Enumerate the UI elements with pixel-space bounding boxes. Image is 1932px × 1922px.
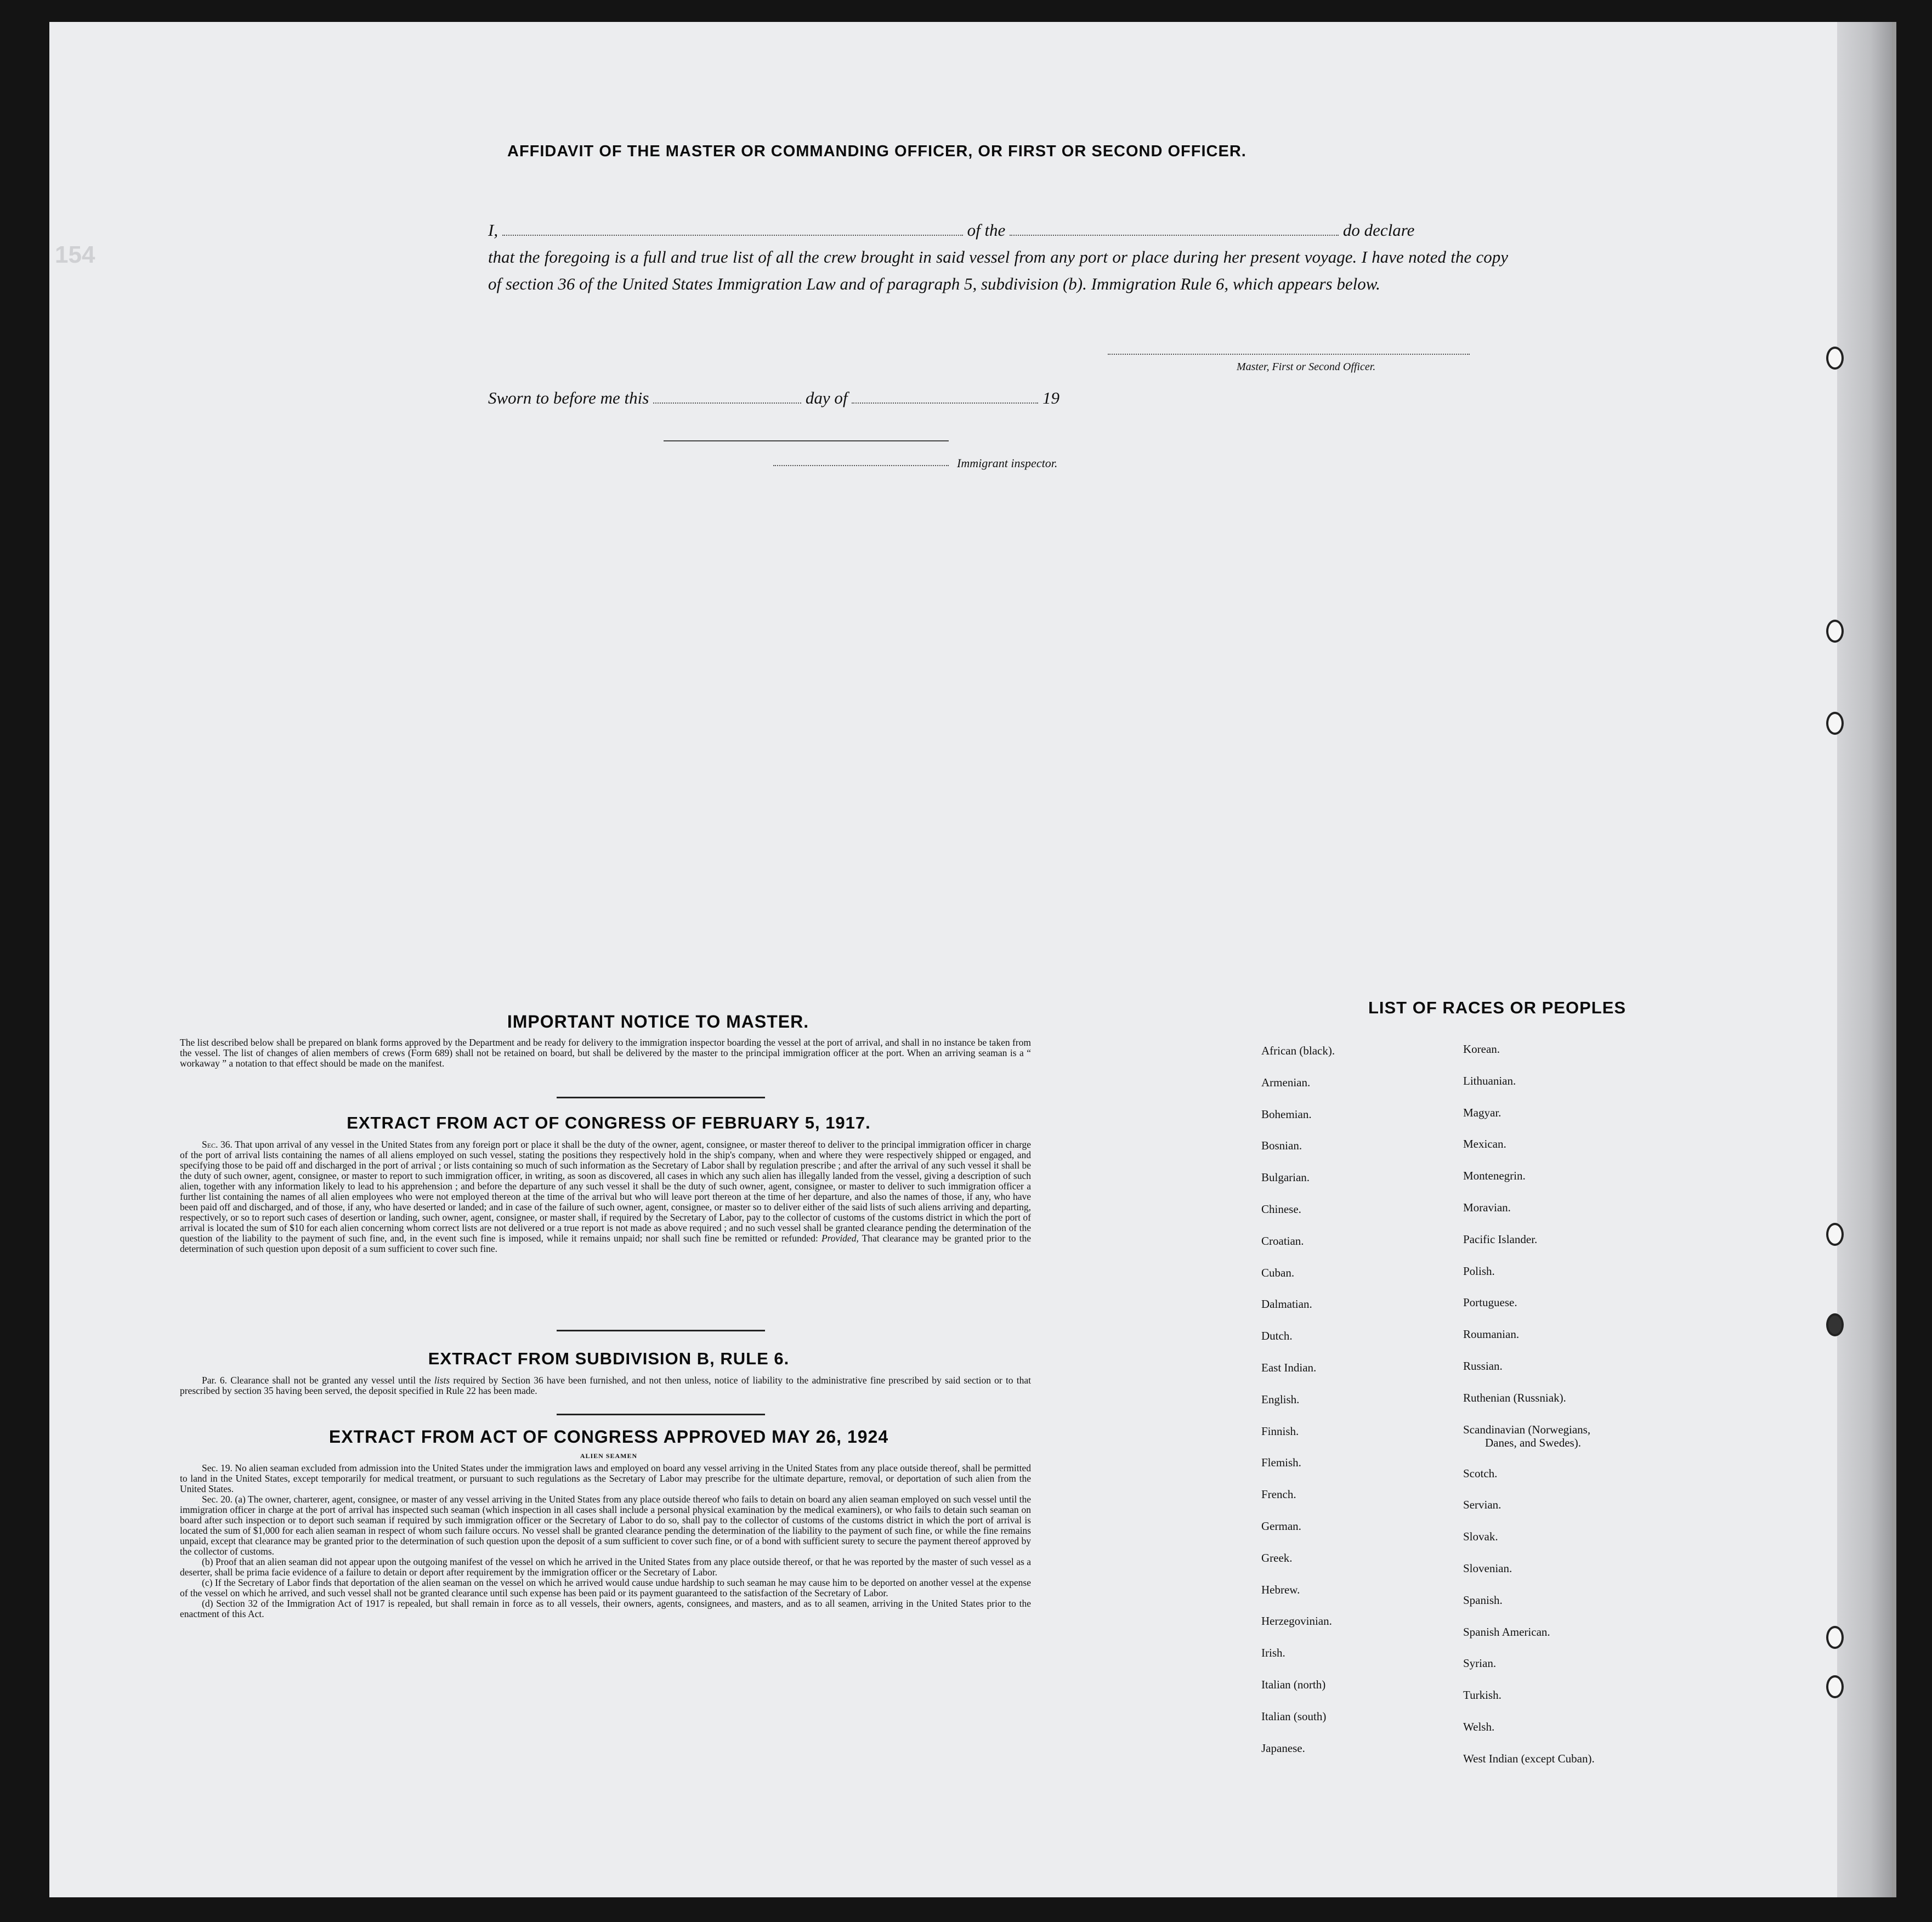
race-item: German. (1261, 1519, 1301, 1533)
inspector-name-line[interactable] (773, 465, 949, 466)
race-item: Flemish. (1261, 1456, 1301, 1470)
race-item: Lithuanian. (1463, 1074, 1516, 1087)
inspector-signature-line[interactable] (664, 440, 949, 441)
sec-36-label: Sec. 36. (202, 1139, 233, 1150)
race-item: Cuban. (1261, 1266, 1295, 1279)
extract-1924-title: EXTRACT FROM ACT OF CONGRESS APPROVED MAY 26, 1924 (328, 1427, 889, 1447)
sworn-prefix-label: Sworn to before me this (488, 388, 649, 407)
race-item: Dutch. (1261, 1329, 1293, 1343)
affidavit-i-label: I, (488, 220, 498, 240)
divider-rule (557, 1330, 765, 1331)
race-item: Bosnian. (1261, 1139, 1302, 1153)
master-name-field[interactable] (502, 235, 963, 236)
par-6-label: Par. 6. (202, 1375, 228, 1386)
race-item: Armenian. (1261, 1075, 1311, 1089)
divider-rule (557, 1097, 765, 1098)
race-item: Italian (south) (1261, 1709, 1327, 1723)
affidavit-body (488, 217, 1508, 297)
race-item: Pacific Islander. (1463, 1232, 1538, 1246)
par-6-text-b: required by Section 36 have been furnished, and not then unless, notice of liability to the administrative fine prescribed by said section or to that prescribed by section 35 having been served, the deposit specified in Rule 22 has been made. (180, 1375, 1031, 1396)
affidavit-declare-label: do declare (1342, 220, 1415, 240)
race-item: Bohemian. (1261, 1107, 1312, 1121)
race-item: Dalmatian. (1261, 1297, 1312, 1311)
race-item: Italian (north) (1261, 1677, 1326, 1691)
race-item: Croatian. (1261, 1234, 1304, 1248)
master-signature-label: Master, First or Second Officer. (1237, 361, 1376, 373)
race-item: Chinese. (1261, 1202, 1301, 1216)
sworn-month-field[interactable] (852, 402, 1038, 404)
race-item: Slovak. (1463, 1530, 1498, 1544)
sworn-day-field[interactable] (653, 402, 801, 404)
affidavit-title: AFFIDAVIT OF THE MASTER OR COMMANDING OFFICER, OR FIRST OR SECOND OFFICER. (507, 143, 1247, 160)
affidavit-declaration-text: that the foregoing is a full and true list of all the crew brought in said vessel from any port or place during her present voyage. I have noted the copy of section 36 of the United States Immigration Law and of paragraph 5, subdivision (b). Immigration Rule 6, which appears below. (488, 247, 1508, 293)
race-item: Herzegovinian. (1261, 1614, 1332, 1628)
sworn-day-label: day of (805, 388, 848, 407)
race-item: Servian. (1463, 1498, 1502, 1512)
punch-hole (1826, 1223, 1844, 1246)
race-item: English. (1261, 1392, 1300, 1406)
punch-hole (1826, 712, 1844, 735)
extract-1924-subtitle: ALIEN SEAMEN (580, 1452, 638, 1460)
vessel-name-field[interactable] (1010, 235, 1339, 236)
race-item: Japanese. (1261, 1741, 1305, 1755)
sec-36-text: That upon arrival of any vessel in the United States from any foreign port or place it shall be the duty of the owner, agent, consignee, or master thereof to deliver to the principal immigration officer in charge of the port of arrival lists containing the names of all aliens employed on such vessel, stating the positions they respectively hold in the ship's company, when and where they were respectively shipped or engaged, and specifying those to be paid off and discharged in the port of arrival ; or lists containing so much of such information as the Secretary of Labor shall by regulation prescribe ; and after the arrival of any such vessel it shall be the duty of such owner, agent, consignee, or master to report to such immigration officer, in writing, as soon as discovered, all cases in which any such alien has illegally landed from the vessel, giving a description of such alien, together with any information likely to lead to his apprehension ; and before the departure of any such vessel it shall be the duty of such owner, agent, consignee, or master to deliver to such immigration officer a further list containing the names of all alien employees who were not employed thereon at the time of the arrival but who will leave port thereon at the time of her departure, and also the names of those, if any, who have been paid off and discharged, and of those, if any, who have deserted or landed; and in case of the failure of such owner, agent, consignee, or master so to deliver either of the said lists of such aliens arriving and departing, respectively, or so to report such cases of desertion or landing, such owner, agent, consignee, or master shall, if required by the Secretary of Labor, pay to the collector of customs of the customs district in which the port of arrival is located the sum of $10 for each alien concerning whom correct lists are not delivered or a true report is not made as above required ; and no such vessel shall be granted clearance pending the determination of the question of the liability to the payment of such fine, and, in the event such fine is imposed, while it remains unpaid; nor shall such fine be remitted or refunded: (180, 1139, 1031, 1244)
sworn-year-label: 19 (1042, 388, 1060, 407)
race-item: Turkish. (1463, 1688, 1502, 1702)
races-list-left (1261, 1035, 1335, 1764)
extract-rule6-title: EXTRACT FROM SUBDIVISION B, RULE 6. (428, 1349, 790, 1368)
race-item: Irish. (1261, 1646, 1285, 1660)
race-item: Korean. (1463, 1042, 1500, 1056)
race-item: Scandinavian (Norwegians, (1463, 1422, 1591, 1436)
race-item: African (black). (1261, 1044, 1335, 1057)
race-item: Welsh. (1463, 1720, 1495, 1733)
divider-rule (557, 1414, 765, 1415)
race-item: Magyar. (1463, 1105, 1502, 1119)
punch-hole (1826, 1313, 1844, 1336)
race-item: Polish. (1463, 1264, 1495, 1278)
race-item: Spanish American. (1463, 1625, 1550, 1638)
races-list-right (1463, 1034, 1595, 1775)
sec-20b-text: (b) Proof that an alien seaman did not appear upon the outgoing manifest of the vessel on which he arrived in the United States from any place outside thereof, or that he was reported by the master of such vessel as a deserter, shall be prima facie evidence of a failure to detain or deport after requirement by the immigration officer or the Secretary of Labor. (180, 1556, 1031, 1578)
punch-hole (1826, 1675, 1844, 1698)
sec-36-proviso-text: That clearance may be granted prior to the determination of such question upon deposit of a sum sufficient to cover such fine. (180, 1233, 1032, 1254)
notice-title: IMPORTANT NOTICE TO MASTER. (507, 1012, 809, 1031)
par-6-text-a: Clearance shall not be granted any vessel until the (230, 1375, 431, 1386)
punch-hole (1826, 620, 1844, 643)
extract-1917-body (180, 1139, 1031, 1254)
sec-19-text: Sec. 19. No alien seaman excluded from admission into the United States under the immigration laws and employed on board any vessel arriving in the United States from any place outside thereof, shall be permitted to land in the United States, except temporarily for medical treatment, or pursuant to such regulations as the Secretary of Labor may prescribe for the ultimate departure, removal, or deportation of such alien from the United States. (180, 1462, 1031, 1494)
extract-rule6-body (180, 1375, 1031, 1396)
extract-1924-body (180, 1463, 1031, 1619)
manifest-sheet (49, 22, 1896, 1897)
sec-36-proviso-label: Provided, (821, 1233, 859, 1244)
race-item: Scotch. (1463, 1466, 1498, 1480)
race-item: Danes, and Swedes). (1485, 1436, 1581, 1449)
punch-hole (1826, 1626, 1844, 1649)
sec-20a-text: Sec. 20. (a) The owner, charterer, agent, consignee, or master of any vessel arriving in the United States from any place outside thereof who fails to detain on board any alien seaman employed on such vessel until the immigration officer in charge at the port of arrival has inspected such seaman (which inspection in all cases shall include a personal physical examination by the medical examiners), or who fails to detain such seaman on board after such inspection or to deport such seaman if required by such immigration officer or the Secretary of Labor to do so, shall pay to the collector of customs of the customs district in which the port of arrival is located the sum of $1,000 for each alien seaman in respect of whom such failure occurs. No vessel shall be granted clearance pending the determination of the liability to the payment of such fine, or while the fine remains unpaid, except that clearance may be granted prior to the determination of such question upon the deposit of a sum sufficient to cover such fine, or of a bond with sufficient surety to secure the payment thereof approved by the collector of customs. (180, 1494, 1031, 1557)
affidavit-line-1 (488, 217, 1508, 243)
race-item: Spanish. (1463, 1593, 1503, 1607)
inspector-label: Immigrant inspector. (957, 456, 1058, 470)
race-item: Moravian. (1463, 1200, 1511, 1214)
race-item: Syrian. (1463, 1657, 1497, 1670)
race-item: Mexican. (1463, 1137, 1506, 1151)
race-item: Roumanian. (1463, 1328, 1520, 1341)
sworn-line (488, 388, 1060, 408)
race-item: East Indian. (1261, 1360, 1317, 1374)
race-item: Bulgarian. (1261, 1171, 1310, 1184)
race-item: French. (1261, 1488, 1296, 1501)
race-item: Slovenian. (1463, 1561, 1512, 1575)
affidavit-of-the-label: of the (967, 220, 1006, 240)
race-item: Hebrew. (1261, 1583, 1300, 1596)
races-title: LIST OF RACES OR PEOPLES (1368, 998, 1627, 1017)
sec-20d-text: (d) Section 32 of the Immigration Act of 1917 is repealed, but shall remain in force as to all vessels, their owners, agents, consignees, and masters, and as to all seamen, arriving in the United States prior to the enactment of this Act. (180, 1598, 1031, 1619)
race-item: West Indian (except Cuban). (1463, 1751, 1595, 1765)
race-item: Finnish. (1261, 1424, 1299, 1438)
master-signature-line[interactable] (1108, 354, 1470, 355)
sec-20c-text: (c) If the Secretary of Labor finds that deportation of the alien seaman on the vessel on which he arrived would cause undue hardship to such seaman he may cause him to be deported on another vessel at the expense of the vessel on which he arrived, and such vessel shall not be granted clearance until such expense has been paid or its payment guaranteed to the satisfaction of the Secretary of Labor. (180, 1577, 1031, 1598)
race-item: Russian. (1463, 1359, 1503, 1373)
race-item: Ruthenian (Russniak). (1463, 1391, 1566, 1404)
page-edge-strip (1837, 22, 1892, 1897)
race-item: Greek. (1261, 1551, 1293, 1564)
race-item: Portuguese. (1463, 1296, 1517, 1309)
notice-body: The list described below shall be prepared on blank forms approved by the Department and be ready for delivery to the immigration inspector boarding the vessel at the port of arrival, and shall in no instance be taken from the vessel. The list of changes of alien members of crews (Form 689) shall not be retained on board, but shall be delivered by the master to the principal immigration officer at the port. When an arriving seaman is a “ workaway ” a notation to that effect should be made on the manifest. (180, 1037, 1031, 1069)
par-6-lists-italic: lists (434, 1375, 450, 1386)
margin-note: 154 (55, 241, 95, 268)
race-item: Montenegrin. (1463, 1169, 1526, 1183)
punch-hole (1826, 347, 1844, 370)
extract-1917-title: EXTRACT FROM ACT OF CONGRESS OF FEBRUARY 5, 1917. (347, 1113, 871, 1132)
